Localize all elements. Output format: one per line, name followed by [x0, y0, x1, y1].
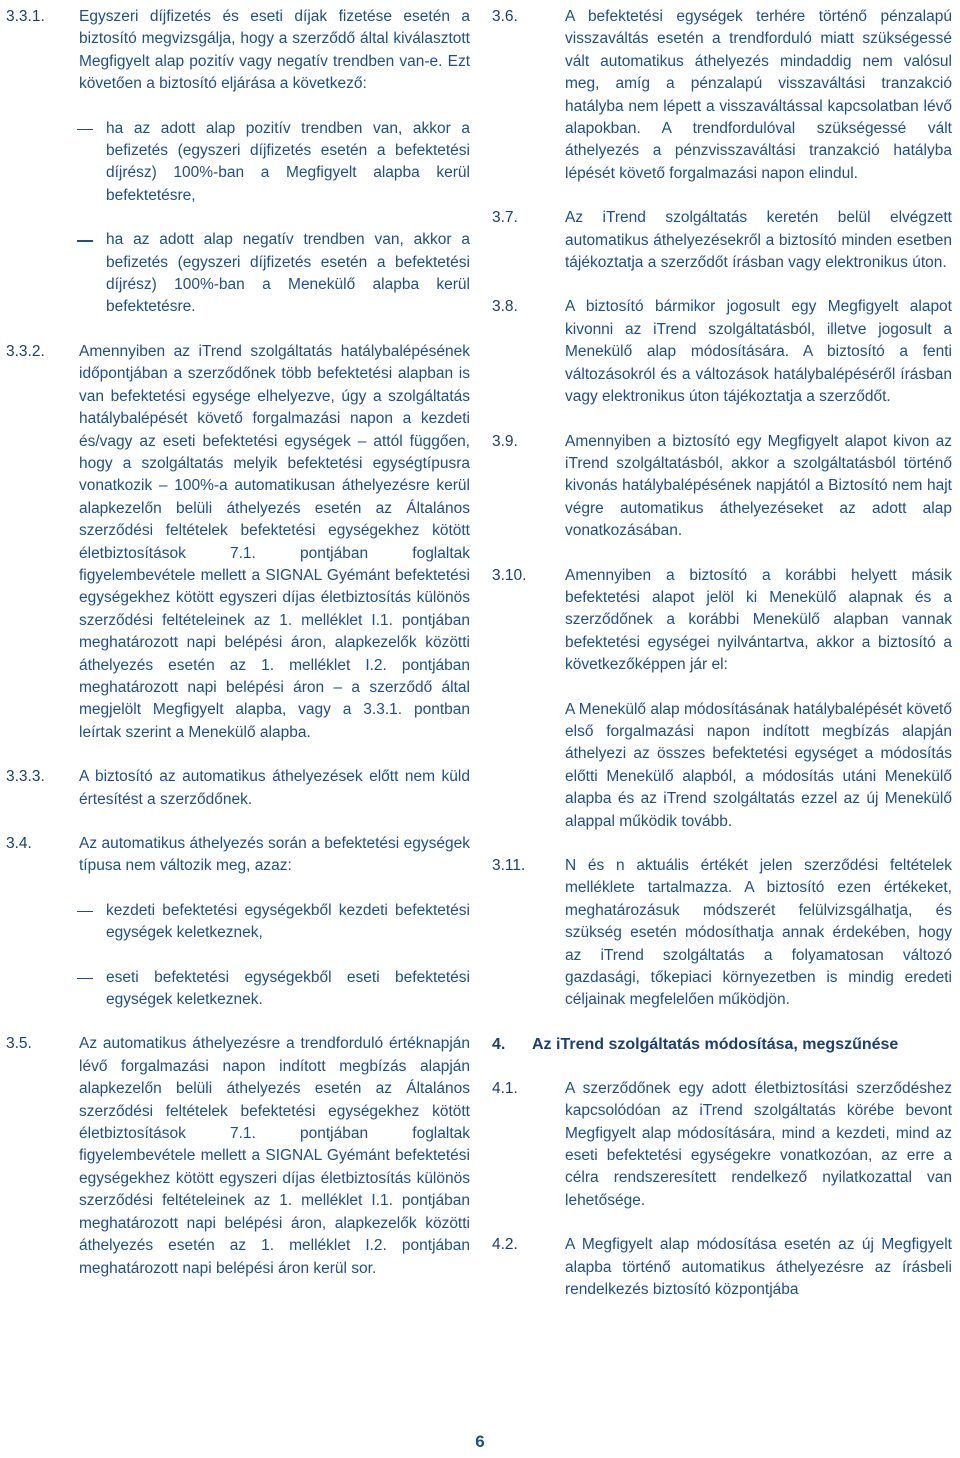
clause-number: 4.2.: [492, 1236, 518, 1254]
clause-body: [79, 1033, 470, 1279]
clause-body: [565, 296, 952, 408]
bullet-item: [79, 118, 470, 208]
clause-paragraph: A biztosító bármikor jogosult egy Megfigyelt alapot kivonni az iTrend szolgáltatásból, illetve jogosult a Menekülő alap módosítására. A biztosító a fenti változásokról és a változások hatálybalépéséről írásban vagy elektronikus úton tájékoztatja a szerződőt.: [565, 298, 952, 406]
clause-body: [565, 431, 952, 543]
clause-body: [79, 766, 470, 811]
clause-paragraph: Amennyiben az iTrend szolgáltatás hatálybalépésének időpontjában a szerződőnek több befektetési alapban is van befektetési egysége elhelyezve, úgy a szolgáltatás hatálybalépését követő forgalmazási napon a kezdeti és/vagy az eseti befektetési egységek – attól függően, hogy a szolgáltatás melyik befektetési egységtípusra vonatkozik – 100%-a automatikusan áthelyezésre kerül alapkezelőn belüli áthelyezés esetén az Általános szerződési feltételek befektetési egységekhez kötött életbiztosítások 7.1. pontjában foglaltak figyelembevétele mellett a SIGNAL Gyémánt befektetési egységekhez kötött egyszeri díjas életbiztosítás különös szerződési feltételeinek az 1. melléklet I.1. pontjában meghatározott napi belépési áron, alapkezelők közötti áthelyezés esetén az 1. melléklet I.2. pontjában meghatározott napi belépési áron – a szerződő által megjelölt Megfigyelt alapba, vagy a 3.3.1. pontban leírtak szerint a Menekülő alapba.: [79, 342, 470, 741]
clause-number: 3.10.: [492, 566, 527, 584]
clause: [492, 431, 952, 543]
clause: [6, 341, 470, 744]
clause-number: 3.3.1.: [6, 8, 45, 25]
bullet-item: [79, 229, 470, 319]
clause-body: [79, 833, 470, 1011]
bullet-text: ha az adott alap pozitív trendben van, akkor a befizetés (egyszeri díjfizetés esetén a befektetési díjrész) 100%-ban a Megfigyelt alapba kerül befektetésre,: [106, 119, 470, 204]
clause-paragraph: A biztosító az automatikus áthelyezések előtt nem küld értesítést a szerződőnek.: [79, 768, 470, 808]
clause-paragraph: A befektetési egységek terhére történő pénzalapú visszaváltás esetén a trendforduló miatt szükségessé vált automatikus áthelyezés mindaddig nem valósul meg, amíg a pénzalapú visszaváltási tranzakció hatályba nem lépett a visszaváltással kapcsolatban lévő alapokban. A trendfordulóval szükségessé vált áthelyezés a pénzvisszaváltási tranzakció hatályba lépését követő forgalmazási napon elindul.: [565, 8, 952, 182]
bullet-item: [79, 900, 470, 945]
clause-paragraph: Amennyiben a biztosító a korábbi helyett másik befektetési alapot jelöl ki Menekülő alapnak és a szerződőnek a korábbi Menekülő alapban vannak befektetési egységei nyilvántartva, akkor a biztosító a következőképpen jár el:: [565, 566, 952, 674]
bullet-list: [79, 900, 470, 1012]
clause-number: 3.4.: [6, 835, 32, 852]
clause-number: 3.9.: [492, 432, 518, 450]
clause-body: [565, 1078, 952, 1212]
bullet-text: kezdeti befektetési egységekből kezdeti befektetési egységek keletkeznek,: [106, 901, 470, 942]
right-column: [492, 6, 952, 1324]
section-heading: [492, 1034, 952, 1056]
clause-body: [565, 565, 952, 833]
clause-number: 3.8.: [492, 298, 518, 316]
dash-bullet-icon: [77, 911, 93, 912]
clause-body: [79, 6, 470, 319]
bullet-item: [79, 967, 470, 1012]
clause-body: [565, 6, 952, 185]
clause-paragraph: Az iTrend szolgáltatás keretén belül elvégzett automatikus áthelyezésekről a biztosító minden esetben tájékoztatja a szerződőt írásban vagy elektronikus úton.: [565, 209, 952, 272]
section-title: Az iTrend szolgáltatás módosítása, megszűnése: [532, 1035, 899, 1053]
clause-number: 3.6.: [492, 8, 518, 25]
clause: [6, 833, 470, 1011]
clause: [492, 6, 952, 185]
clause-body: [565, 855, 952, 1012]
clause-body: [79, 341, 470, 744]
clause-paragraph: A szerződőnek egy adott életbiztosítási szerződéshez kapcsolódóan az iTrend szolgáltatás körébe bevont Megfigyelt alap módosítására, mind a kezdeti, mind az eseti befektetési egységekre vonatkozóan, az erre a célra rendszeresített rendelkező nyilatkozattal van lehetősége.: [565, 1079, 952, 1209]
clause-paragraph: Az automatikus áthelyezésre a trendforduló értéknapján lévő forgalmazási napon indított megbízás alapján alapkezelőn belüli áthelyezés esetén az Általános szerződési feltételek befektetési egységekhez kötött életbiztosítások 7.1. pontjában foglaltak figyelembevétele mellett a SIGNAL Gyémánt befektetési egységekhez kötött egyszeri díjas életbiztosítás különös szerződési feltételeinek az 1. melléklet I.1. pontjában meghatározott napi belépési áron, alapkezelők közötti áthelyezés esetén az 1. melléklet I.2. pontjában meghatározott napi belépési áron kerül sor.: [79, 1035, 470, 1277]
clause: [6, 1033, 470, 1279]
clause: [492, 207, 952, 274]
clause-number: 3.3.2.: [6, 342, 45, 360]
dash-bullet-icon: [77, 978, 93, 979]
clause: [6, 6, 470, 319]
clause-body: [565, 1234, 952, 1301]
clause-number: 4.1.: [492, 1079, 518, 1097]
clause-paragraph: A Menekülő alap módosításának hatálybalépését követő első forgalmazási napon indított megbízás alapján áthelyezi az összes befektetési egységet a módosítás előtti Menekülő alapból, a módosítás utáni Menekülő alapba és az iTrend szolgáltatás ezzel az új Menekülő alappal működik tovább.: [565, 700, 952, 830]
clause: [492, 565, 952, 833]
clause-number: 3.3.3.: [6, 768, 45, 786]
clause-number: 3.11.: [492, 857, 526, 874]
bullet-list: [79, 118, 470, 319]
clause-paragraph: A Megfigyelt alap módosítása esetén az új Megfigyelt alapba történő automatikus áthelyezésre az írásbeli rendelkezés biztosító központjába: [565, 1236, 952, 1299]
clause: [492, 1078, 952, 1212]
clause-number: 3.7.: [492, 209, 518, 227]
clause-paragraph: Egyszeri díjfizetés és eseti díjak fizetése esetén a biztosító megvizsgálja, hogy a szerződő által kiválasztott Megfigyelt alap pozitív vagy negatív trendben van-e. Ezt követően a biztosító eljárása a következő:: [79, 8, 470, 93]
left-column: [6, 6, 470, 1302]
clause: [492, 855, 952, 1012]
clause: [6, 766, 470, 811]
page-number: 6: [475, 1432, 485, 1451]
clause-paragraph: Amennyiben a biztosító egy Megfigyelt alapot kivon az iTrend szolgáltatásból, akkor a szolgáltatásból történő kivonás hatálybalépésének napjától a Biztosító nem hajt végre automatikus áthelyezéseket az adott alap vonatkozásában.: [565, 432, 952, 540]
clause-number: 3.5.: [6, 1035, 32, 1053]
dash-bullet-icon: [77, 129, 93, 130]
section-number: 4.: [492, 1035, 506, 1053]
clause: [492, 1234, 952, 1301]
clause-body: [565, 207, 952, 274]
clause-paragraph: Az automatikus áthelyezés során a befektetési egységek típusa nem változik meg, azaz:: [79, 835, 470, 875]
bullet-text: eseti befektetési egységekből eseti befektetési egységek keletkeznek.: [106, 968, 470, 1009]
dash-bullet-icon: [77, 240, 93, 241]
clause-paragraph: N és n aktuális értékét jelen szerződési feltételek melléklete tartalmazza. A biztosító ezen értékeket, meghatározásuk módszerét felülvizsgálhatja, és szükség esetén módosíthatja annak érdekében, hogy az iTrend szolgáltatás a folyamatosan változó gazdasági, tőkepiaci környezetben is mindig eredeti céljainak megfelelően működjön.: [565, 857, 952, 1009]
clause: [492, 296, 952, 408]
bullet-text: ha az adott alap negatív trendben van, akkor a befizetés (egyszeri díjfizetés esetén a befektetési díjrész) 100%-ban a Menekülő alapba kerül befektetésre.: [106, 231, 470, 316]
